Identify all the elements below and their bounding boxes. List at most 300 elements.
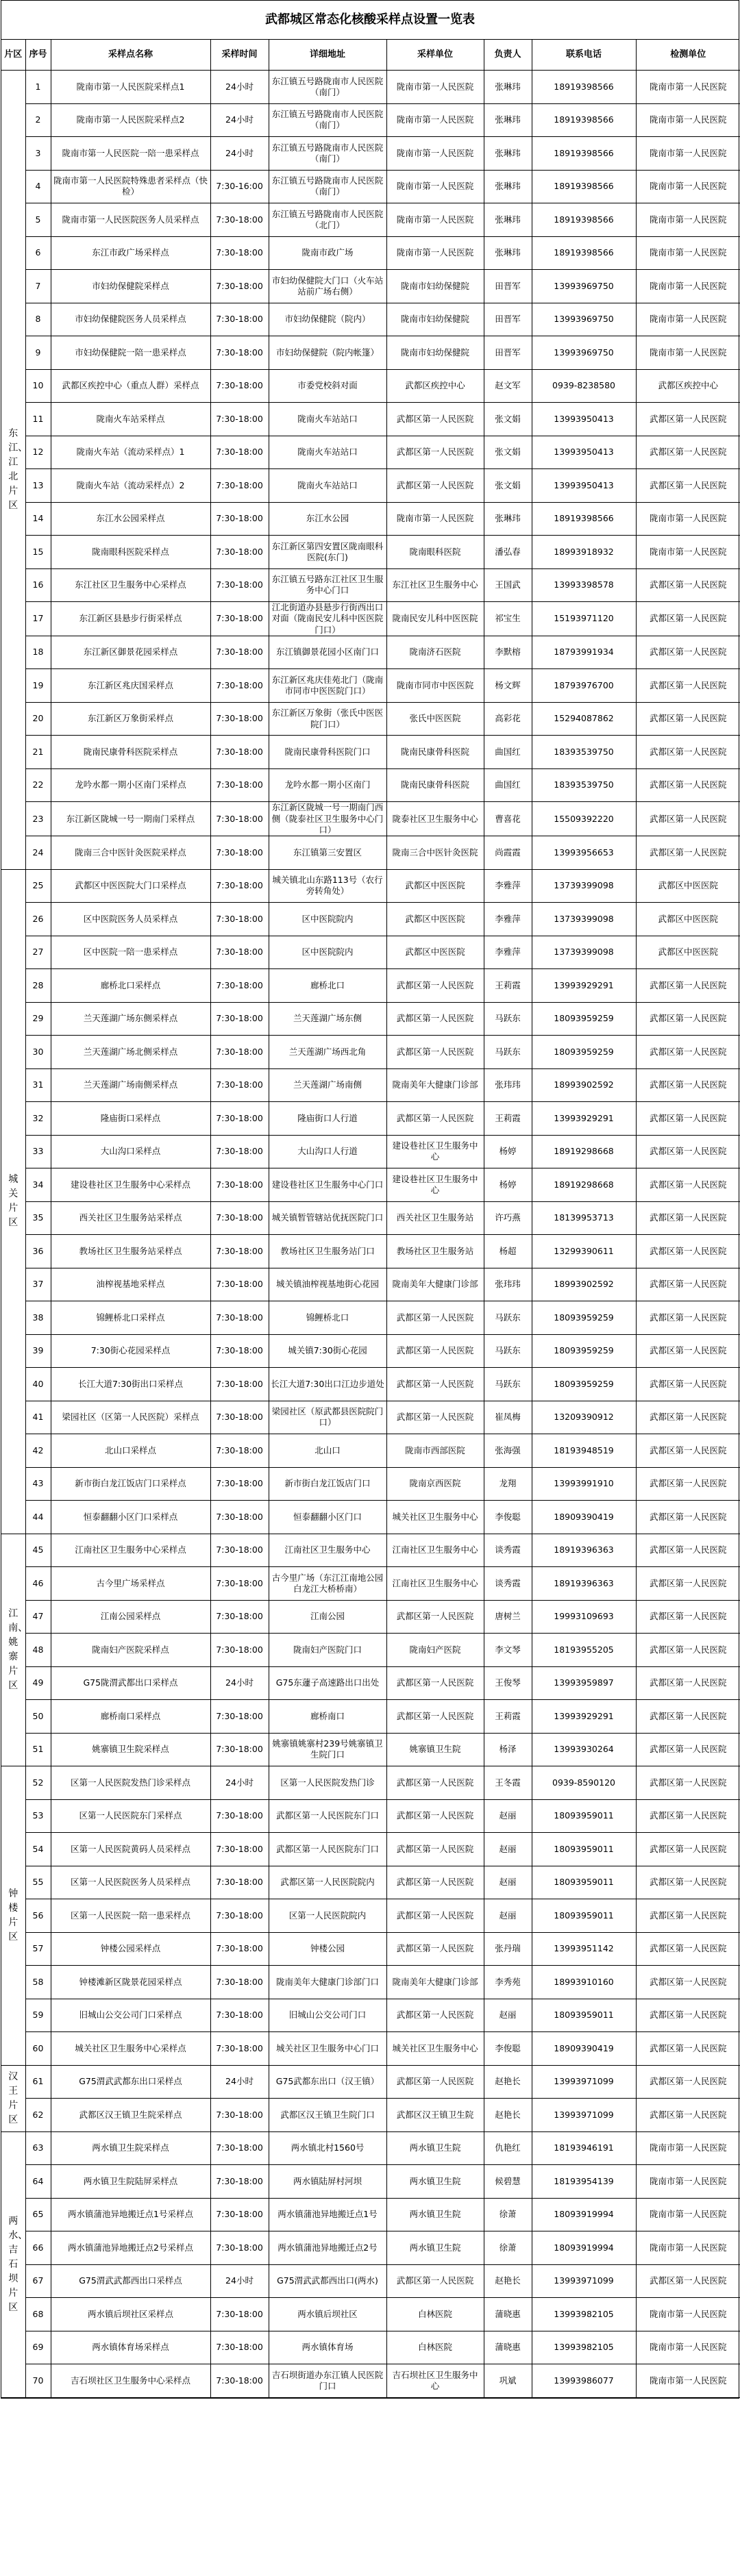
sampling-time-cell: 7:30-18:00 [210, 1201, 269, 1235]
lab-cell: 武都区第一人民医院 [636, 1102, 740, 1136]
address-cell: 武都区第一人民医院院内 [269, 1866, 386, 1899]
sampling-unit-cell: 武都区第一人民医院 [386, 1301, 484, 1335]
address-cell: 两水镇蒲池异地搬迁点1号 [269, 2198, 386, 2231]
row-index-cell: 63 [25, 2131, 51, 2165]
sampling-unit-cell: 武都区第一人民医院 [386, 1666, 484, 1700]
address-cell: 陇南美年大健康门诊部门口 [269, 1966, 386, 1999]
lab-cell: 陇南市第一人民医院 [636, 71, 740, 104]
lab-cell: 陇南市第一人民医院 [636, 2331, 740, 2364]
phone-cell: 13993971099 [532, 2065, 636, 2099]
table-row [1, 1700, 740, 1734]
row-index-cell: 30 [25, 1036, 51, 1069]
sampling-unit-cell: 吉石坝社区卫生服务中心 [386, 2364, 484, 2398]
contact-person-cell: 谈秀霞 [484, 1567, 532, 1601]
table-row [1, 1899, 740, 1933]
sampling-unit-cell: 陇南市第一人民医院 [386, 236, 484, 270]
row-index-cell: 26 [25, 903, 51, 936]
table-row [1, 602, 740, 636]
contact-person-cell: 张琳玮 [484, 137, 532, 171]
row-index-cell: 48 [25, 1634, 51, 1667]
lab-cell: 武都区第一人民医院 [636, 1036, 740, 1069]
sampling-time-cell: 7:30-18:00 [210, 2331, 269, 2364]
phone-cell: 18193954139 [532, 2165, 636, 2199]
table-row [1, 236, 740, 270]
row-index-cell: 25 [25, 869, 51, 903]
phone-cell: 13299390611 [532, 1235, 636, 1268]
row-index-cell: 12 [25, 436, 51, 469]
site-name-cell: 7:30街心花园采样点 [51, 1334, 210, 1368]
row-index-cell: 40 [25, 1368, 51, 1401]
contact-person-cell: 曲国红 [484, 768, 532, 802]
sampling-time-cell: 7:30-18:00 [210, 403, 269, 436]
lab-cell: 陇南市第一人民医院 [636, 270, 740, 303]
table-row [1, 369, 740, 403]
address-cell: 东江镇五号路陇南市人民医院（北门） [269, 203, 386, 237]
sampling-time-cell: 7:30-18:00 [210, 1733, 269, 1766]
sampling-time-cell: 7:30-18:00 [210, 1334, 269, 1368]
region-cell [1, 869, 25, 1534]
table-row [1, 1068, 740, 1102]
site-name-cell: 东江市政广场采样点 [51, 236, 210, 270]
phone-cell: 13993929291 [532, 1700, 636, 1734]
sampling-time-cell: 7:30-18:00 [210, 1833, 269, 1866]
sampling-time-cell: 7:30-18:00 [210, 1068, 269, 1102]
phone-cell: 13993971099 [532, 2099, 636, 2132]
phone-cell: 13209390912 [532, 1401, 636, 1434]
site-name-cell: 江南社区卫生服务中心采样点 [51, 1534, 210, 1567]
lab-cell: 武都区第一人民医院 [636, 1368, 740, 1401]
address-cell: 武都区第一人民医院东门口 [269, 1833, 386, 1866]
lab-cell: 武都区中医医院 [636, 936, 740, 969]
address-cell: 两水镇北村1560号 [269, 2131, 386, 2165]
lab-cell: 武都区第一人民医院 [636, 1501, 740, 1534]
row-index-cell: 11 [25, 403, 51, 436]
lab-cell: 武都区第一人民医院 [636, 1268, 740, 1301]
sampling-unit-cell: 城关社区卫生服务中心 [386, 2032, 484, 2066]
address-cell: 吉石坝街道办东江镇人民医院门口 [269, 2364, 386, 2398]
address-cell: 新市街白龙江饭店门口 [269, 1467, 386, 1501]
contact-person-cell: 张文娟 [484, 436, 532, 469]
table-row [1, 1567, 740, 1601]
site-name-cell: 两水镇蒲池异地搬迁点2号采样点 [51, 2231, 210, 2265]
site-name-cell: 区第一人民医院东门采样点 [51, 1799, 210, 1833]
site-name-cell: 钟楼公园采样点 [51, 1932, 210, 1966]
sampling-unit-cell: 江南社区卫生服务中心 [386, 1534, 484, 1567]
table-row [1, 969, 740, 1003]
table-row [1, 1999, 740, 2032]
contact-person-cell: 蒲晓惠 [484, 2331, 532, 2364]
address-cell: 市妇幼保健院大门口（火车站站前广场右侧） [269, 270, 386, 303]
table-row [1, 2165, 740, 2199]
sampling-time-cell: 7:30-18:00 [210, 1135, 269, 1168]
lab-cell: 武都区第一人民医院 [636, 969, 740, 1003]
phone-cell: 18993902592 [532, 1268, 636, 1301]
site-name-cell: 旧城山公交公司门口采样点 [51, 1999, 210, 2032]
site-name-cell: 陇南三合中医针灸医院采样点 [51, 836, 210, 870]
contact-person-cell: 王莉霞 [484, 1700, 532, 1734]
contact-person-cell: 李俊聪 [484, 1501, 532, 1534]
lab-cell: 武都区第一人民医院 [636, 1201, 740, 1235]
sampling-time-cell: 7:30-18:00 [210, 236, 269, 270]
site-name-cell: 两水镇卫生院陆屏采样点 [51, 2165, 210, 2199]
sampling-time-cell: 7:30-18:00 [210, 2364, 269, 2398]
lab-cell: 武都区第一人民医院 [636, 1899, 740, 1933]
address-cell: 市妇幼保健院（院内帐篷） [269, 336, 386, 370]
site-name-cell: 两水镇蒲池异地搬迁点1号采样点 [51, 2198, 210, 2231]
sampling-time-cell: 7:30-18:00 [210, 768, 269, 802]
contact-person-cell: 张丹瑞 [484, 1932, 532, 1966]
row-index-cell: 29 [25, 1002, 51, 1036]
table-row [1, 1467, 740, 1501]
lab-cell: 武都区第一人民医院 [636, 1334, 740, 1368]
row-index-cell: 31 [25, 1068, 51, 1102]
phone-cell: 0939-8590120 [532, 1766, 636, 1800]
lab-cell: 武都区中医医院 [636, 903, 740, 936]
contact-person-cell: 田晋军 [484, 336, 532, 370]
contact-person-cell: 王莉霞 [484, 969, 532, 1003]
contact-person-cell: 曹喜花 [484, 802, 532, 836]
lab-cell: 武都区第一人民医院 [636, 469, 740, 503]
sampling-time-cell: 7:30-18:00 [210, 1567, 269, 1601]
address-cell: 两水镇蒲池异地搬迁点2号 [269, 2231, 386, 2265]
sampling-time-cell: 7:30-18:00 [210, 1002, 269, 1036]
site-name-cell: 武都区中医医院大门口采样点 [51, 869, 210, 903]
site-name-cell: 兰天莲湖广场东侧采样点 [51, 1002, 210, 1036]
lab-cell: 陇南市第一人民医院 [636, 2165, 740, 2199]
header-index: 序号 [25, 40, 51, 71]
lab-cell: 武都区第一人民医院 [636, 1600, 740, 1634]
lab-cell: 武都区第一人民医院 [636, 2264, 740, 2298]
table-row [1, 869, 740, 903]
site-name-cell: 武都区汉王镇卫生院采样点 [51, 2099, 210, 2132]
sampling-time-cell: 7:30-18:00 [210, 2099, 269, 2132]
sampling-unit-cell: 两水镇卫生院 [386, 2131, 484, 2165]
site-name-cell: 区第一人民医院发热门诊采样点 [51, 1766, 210, 1800]
sampling-unit-cell: 陇南市第一人民医院 [386, 502, 484, 536]
contact-person-cell: 张玮玮 [484, 1268, 532, 1301]
address-cell: 东江新区兆庆佳苑北门（陇南市同市中医医院门口） [269, 669, 386, 703]
sampling-time-cell: 24小时 [210, 103, 269, 137]
table-row [1, 768, 740, 802]
contact-person-cell: 马跃东 [484, 1301, 532, 1335]
phone-cell: 13739399098 [532, 869, 636, 903]
site-name-cell: 兰天莲湖广场南侧采样点 [51, 1068, 210, 1102]
row-index-cell: 16 [25, 568, 51, 602]
sampling-unit-cell: 两水镇卫生院 [386, 2198, 484, 2231]
sampling-unit-cell: 武都区第一人民医院 [386, 436, 484, 469]
address-cell: 陇南火车站站口 [269, 403, 386, 436]
row-index-cell: 2 [25, 103, 51, 137]
sampling-unit-cell: 东江社区卫生服务中心 [386, 568, 484, 602]
row-index-cell: 15 [25, 536, 51, 569]
site-name-cell: 油榨视基地采样点 [51, 1268, 210, 1301]
sampling-time-cell: 7:30-18:00 [210, 536, 269, 569]
contact-person-cell: 徐萧 [484, 2231, 532, 2265]
region-label: 城关片区 [8, 1174, 18, 1228]
sampling-unit-cell: 武都区第一人民医院 [386, 1401, 484, 1434]
row-index-cell: 18 [25, 636, 51, 669]
site-name-cell: 东江新区县悬步行街采样点 [51, 602, 210, 636]
region-label: 东江、江北片区 [8, 427, 28, 511]
sampling-unit-cell: 陇南京西医院 [386, 1467, 484, 1501]
row-index-cell: 62 [25, 2099, 51, 2132]
table-row [1, 1799, 740, 1833]
row-index-cell: 19 [25, 669, 51, 703]
phone-cell: 13993971099 [532, 2264, 636, 2298]
lab-cell: 武都区第一人民医院 [636, 1401, 740, 1434]
contact-person-cell: 张琳玮 [484, 103, 532, 137]
sampling-unit-cell: 陇南民康骨科医院 [386, 768, 484, 802]
address-cell: 东江镇御景花园小区南门口 [269, 636, 386, 669]
address-cell: 古今里广场（东江江南地公园白龙江大桥桥南） [269, 1567, 386, 1601]
phone-cell: 18919398566 [532, 137, 636, 171]
address-cell: 区第一人民医院发热门诊 [269, 1766, 386, 1800]
lab-cell: 武都区第一人民医院 [636, 2099, 740, 2132]
sampling-unit-cell: 陇南济石医院 [386, 636, 484, 669]
sampling-time-cell: 7:30-18:00 [210, 1235, 269, 1268]
table-row [1, 2298, 740, 2331]
contact-person-cell: 张海强 [484, 1434, 532, 1468]
lab-cell: 武都区第一人民医院 [636, 669, 740, 703]
row-index-cell: 5 [25, 203, 51, 237]
address-cell: 城关镇7:30街心花园 [269, 1334, 386, 1368]
lab-cell: 武都区第一人民医院 [636, 403, 740, 436]
contact-person-cell: 赵艳长 [484, 2099, 532, 2132]
table-row [1, 1634, 740, 1667]
address-cell: 区中医院院内 [269, 903, 386, 936]
sampling-time-cell: 7:30-18:00 [210, 1368, 269, 1401]
sampling-unit-cell: 白林医院 [386, 2331, 484, 2364]
table-row [1, 1766, 740, 1800]
site-name-cell: 陇南市第一人民医院特殊患者采样点（快检） [51, 170, 210, 203]
phone-cell: 18139953713 [532, 1201, 636, 1235]
sampling-unit-cell: 陇南市同市中医医院 [386, 669, 484, 703]
sampling-unit-cell: 武都区汉王镇卫生院 [386, 2099, 484, 2132]
row-index-cell: 3 [25, 137, 51, 171]
phone-cell: 18919398566 [532, 71, 636, 104]
table-row [1, 1833, 740, 1866]
sampling-time-cell: 7:30-18:00 [210, 2198, 269, 2231]
table-row [1, 1600, 740, 1634]
sampling-time-cell: 7:30-18:00 [210, 836, 269, 870]
address-cell: G75武都东出口（汉王镇） [269, 2065, 386, 2099]
row-index-cell: 43 [25, 1467, 51, 1501]
sheet [1, 0, 739, 2399]
phone-cell: 19993109693 [532, 1600, 636, 1634]
address-cell: 大山沟口人行道 [269, 1135, 386, 1168]
sampling-unit-cell: 武都区第一人民医院 [386, 403, 484, 436]
phone-cell: 13993929291 [532, 969, 636, 1003]
site-name-cell: 区第一人民医院黄码人员采样点 [51, 1833, 210, 1866]
phone-cell: 13993929291 [532, 1102, 636, 1136]
sampling-unit-cell: 武都区第一人民医院 [386, 2264, 484, 2298]
sampling-unit-cell: 陇南美年大健康门诊部 [386, 1268, 484, 1301]
phone-cell: 18793991934 [532, 636, 636, 669]
sampling-time-cell: 7:30-18:00 [210, 1102, 269, 1136]
lab-cell: 陇南市第一人民医院 [636, 137, 740, 171]
sampling-unit-cell: 陇南市西部医院 [386, 1434, 484, 1468]
contact-person-cell: 李文琴 [484, 1634, 532, 1667]
contact-person-cell: 谈秀霞 [484, 1534, 532, 1567]
address-cell: 东江镇五号路陇南市人民医院（南门） [269, 71, 386, 104]
row-index-cell: 61 [25, 2065, 51, 2099]
site-name-cell: 市妇幼保健院医务人员采样点 [51, 303, 210, 336]
site-name-cell: 龙吟水都一期小区南门采样点 [51, 768, 210, 802]
site-name-cell: 陇南市第一人民医院采样点2 [51, 103, 210, 137]
table-row [1, 303, 740, 336]
header-lab: 检测单位 [636, 40, 740, 71]
row-index-cell: 7 [25, 270, 51, 303]
lab-cell: 武都区第一人民医院 [636, 1833, 740, 1866]
contact-person-cell: 王俊琴 [484, 1666, 532, 1700]
header-phone: 联系电话 [532, 40, 636, 71]
address-cell: 两水镇陆屏村河坝 [269, 2165, 386, 2199]
table-row [1, 1501, 740, 1534]
phone-cell: 13993986077 [532, 2364, 636, 2398]
site-name-cell: 陇南妇产医院采样点 [51, 1634, 210, 1667]
sampling-time-cell: 24小时 [210, 71, 269, 104]
contact-person-cell: 王莉霞 [484, 1102, 532, 1136]
site-name-cell: 陇南眼科医院采样点 [51, 536, 210, 569]
site-name-cell: 建设巷社区卫生服务中心采样点 [51, 1168, 210, 1202]
site-name-cell: 陇南民康骨科医院采样点 [51, 736, 210, 769]
phone-cell: 15294087862 [532, 702, 636, 736]
address-cell: 两水镇体育场 [269, 2331, 386, 2364]
row-index-cell: 57 [25, 1932, 51, 1966]
table-row [1, 403, 740, 436]
contact-person-cell: 赵文军 [484, 369, 532, 403]
lab-cell: 陇南市第一人民医院 [636, 502, 740, 536]
address-cell: 东江镇五号路陇南市人民医院（南门） [269, 103, 386, 137]
lab-cell: 武都区第一人民医院 [636, 736, 740, 769]
phone-cell: 18919398566 [532, 103, 636, 137]
sampling-time-cell: 7:30-18:00 [210, 669, 269, 703]
address-cell: 北山口 [269, 1434, 386, 1468]
contact-person-cell: 蒲晓惠 [484, 2298, 532, 2331]
row-index-cell: 42 [25, 1434, 51, 1468]
sampling-unit-cell: 陇南市第一人民医院 [386, 103, 484, 137]
lab-cell: 武都区第一人民医院 [636, 1534, 740, 1567]
sampling-unit-cell: 武都区第一人民医院 [386, 1600, 484, 1634]
table-row [1, 170, 740, 203]
sampling-unit-cell: 陇南美年大健康门诊部 [386, 1068, 484, 1102]
lab-cell: 武都区第一人民医院 [636, 1235, 740, 1268]
address-cell: 廊桥南口 [269, 1700, 386, 1734]
phone-cell: 15509392220 [532, 802, 636, 836]
sampling-time-cell: 7:30-18:00 [210, 702, 269, 736]
sampling-time-cell: 7:30-18:00 [210, 1301, 269, 1335]
phone-cell: 18193946191 [532, 2131, 636, 2165]
contact-person-cell: 张琳玮 [484, 502, 532, 536]
sampling-time-cell: 7:30-18:00 [210, 2165, 269, 2199]
phone-cell: 18093959259 [532, 1036, 636, 1069]
address-cell: 东江镇五号路陇南市人民医院（南门） [269, 170, 386, 203]
header-address: 详细地址 [269, 40, 386, 71]
table-row [1, 1036, 740, 1069]
phone-cell: 18919396363 [532, 1567, 636, 1601]
row-index-cell: 70 [25, 2364, 51, 2398]
sampling-unit-cell: 陇南妇产医院 [386, 1634, 484, 1667]
address-cell: 建设巷社区卫生服务中心门口 [269, 1168, 386, 1202]
phone-cell: 18093959259 [532, 1334, 636, 1368]
header-person: 负责人 [484, 40, 532, 71]
table-row [1, 1866, 740, 1899]
sampling-unit-cell: 武都区第一人民医院 [386, 469, 484, 503]
row-index-cell: 44 [25, 1501, 51, 1534]
sampling-time-cell: 7:30-18:00 [210, 736, 269, 769]
row-index-cell: 45 [25, 1534, 51, 1567]
site-name-cell: 东江新区御景花园采样点 [51, 636, 210, 669]
phone-cell: 18093919994 [532, 2198, 636, 2231]
contact-person-cell: 张文娟 [484, 469, 532, 503]
contact-person-cell: 李俊聪 [484, 2032, 532, 2066]
header-region: 片区 [1, 40, 25, 71]
row-index-cell: 54 [25, 1833, 51, 1866]
contact-person-cell: 杨文辉 [484, 669, 532, 703]
row-index-cell: 69 [25, 2331, 51, 2364]
address-cell: 陇南民康骨科医院门口 [269, 736, 386, 769]
address-cell: 城关镇暂管辖站优抚医院门口 [269, 1201, 386, 1235]
phone-cell: 18919298668 [532, 1135, 636, 1168]
site-name-cell: 陇南市第一人民医院医务人员采样点 [51, 203, 210, 237]
row-index-cell: 28 [25, 969, 51, 1003]
sampling-unit-cell: 建设巷社区卫生服务中心 [386, 1168, 484, 1202]
contact-person-cell: 马跃东 [484, 1368, 532, 1401]
contact-person-cell: 赵丽 [484, 1799, 532, 1833]
phone-cell: 13739399098 [532, 903, 636, 936]
table-row [1, 71, 740, 104]
contact-person-cell: 潘弘春 [484, 536, 532, 569]
lab-cell: 陇南市第一人民医院 [636, 203, 740, 237]
contact-person-cell: 李默榕 [484, 636, 532, 669]
lab-cell: 陇南市第一人民医院 [636, 2231, 740, 2265]
sampling-unit-cell: 武都区第一人民医院 [386, 1334, 484, 1368]
address-cell: 东江水公园 [269, 502, 386, 536]
lab-cell: 武都区第一人民医院 [636, 1434, 740, 1468]
table-row [1, 1434, 740, 1468]
table-row [1, 1932, 740, 1966]
region-label: 钟楼片区 [8, 1888, 18, 1942]
sampling-time-cell: 7:30-18:00 [210, 1999, 269, 2032]
contact-person-cell: 马跃东 [484, 1002, 532, 1036]
sampling-unit-cell: 西关社区卫生服务站 [386, 1201, 484, 1235]
table-row [1, 469, 740, 503]
site-name-cell: 区第一人民医院一陪一患采样点 [51, 1899, 210, 1933]
lab-cell: 武都区第一人民医院 [636, 1666, 740, 1700]
sampling-unit-cell: 武都区第一人民医院 [386, 1700, 484, 1734]
row-index-cell: 36 [25, 1235, 51, 1268]
sampling-time-cell: 7:30-18:00 [210, 969, 269, 1003]
lab-cell: 武都区第一人民医院 [636, 636, 740, 669]
sampling-unit-cell: 武都区第一人民医院 [386, 1999, 484, 2032]
table-row [1, 836, 740, 870]
address-cell: 市委党校斜对面 [269, 369, 386, 403]
table-row [1, 103, 740, 137]
sampling-unit-cell: 武都区中医医院 [386, 903, 484, 936]
address-cell: 城关社区卫生服务中心门口 [269, 2032, 386, 2066]
row-index-cell: 8 [25, 303, 51, 336]
lab-cell: 武都区第一人民医院 [636, 1567, 740, 1601]
row-index-cell: 46 [25, 1567, 51, 1601]
phone-cell: 18093959011 [532, 1799, 636, 1833]
sampling-time-cell: 7:30-18:00 [210, 469, 269, 503]
phone-cell: 18919398566 [532, 170, 636, 203]
table-row [1, 1733, 740, 1766]
row-index-cell: 51 [25, 1733, 51, 1766]
phone-cell: 13993969750 [532, 336, 636, 370]
phone-cell: 18993918932 [532, 536, 636, 569]
table-row [1, 1368, 740, 1401]
